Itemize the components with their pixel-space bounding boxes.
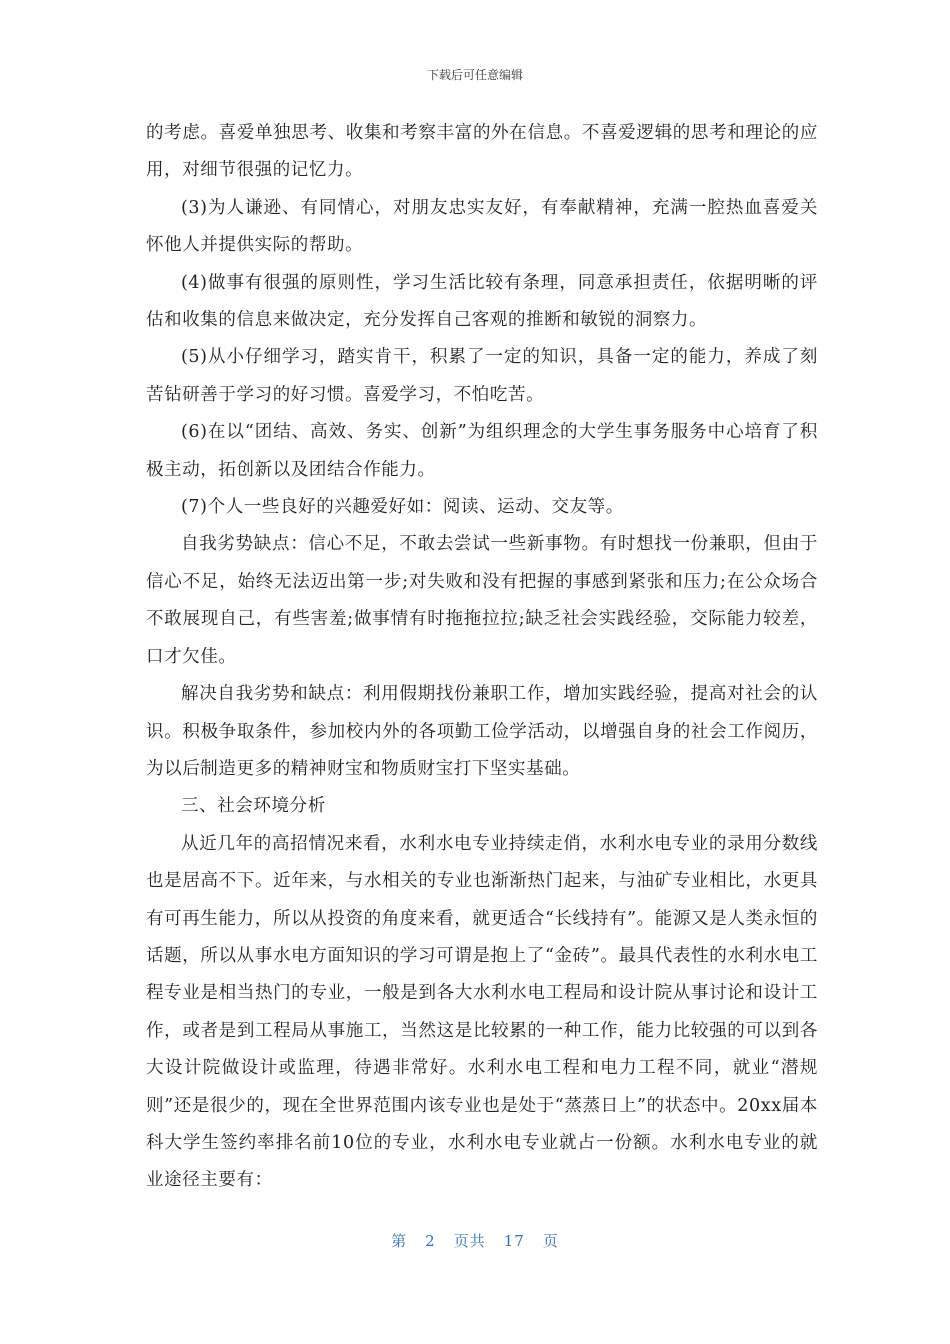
paragraph-item-4: (4)做事有很强的原则性，学习生活比较有条理，同意承担责任，依据明晰的评估和收集的信息来做决定，充分发挥自己客观的推断和敏锐的洞察力。 — [146, 272, 818, 331]
footer-page-end: 页 — [542, 1232, 559, 1250]
footer-page-number: 2 — [425, 1232, 436, 1250]
footer-total-pages: 17 — [503, 1232, 525, 1250]
paragraph-social-analysis: 从近几年的高招情况来看，水利水电专业持续走俏，水利水电专业的录用分数线也是居高不下。近年来，与水相关的专业也渐渐热门起来，与油矿专业相比，水更具有可再生能力，所以从投资的角度来看，就更适合“长线持有”。能源又是人类永恒的话题，所以从事水电方面知识的学习可谓是抱上了“金砖”。最具代表性的水利水电工程专业是相当热门的专业，一般是到各大水利水电工程局和设计院从事讨论和设计工作，或者是到工程局从事施工，当然这是比较累的一种工作，能力比较强的可以到各大设计院做设计或监理，待遇非常好。水利水电工程和电力工程不同，就业“潜规则”还是很少的，现在全世界范围内该专业也是处于“蒸蒸日上”的状态中。20xx届本科大学生签约率排名前10位的专业，水利水电专业就占一份额。水利水电专业的就业途径主要有： — [146, 833, 818, 1191]
paragraph-item-6: (6)在以“团结、高效、务实、创新”为组织理念的大学生事务服务中心培育了积极主动，拓创新以及团结合作能力。 — [146, 422, 818, 480]
paragraph-solutions: 解决自我劣势和缺点：利用假期找份兼职工作，增加实践经验，提高对社会的认识。积极争取条件，参加校内外的各项勤工俭学活动，以增强自身的社会工作阅历，为以后制造更多的精神财宝和物质财宝打下坚实基础。 — [146, 684, 818, 779]
paragraph-item-7: (7)个人一些良好的兴趣爱好如：阅读、运动、交友等。 — [181, 497, 624, 518]
page-footer — [0, 1230, 950, 1251]
paragraph-continuation: 的考虑。喜爱单独思考、收集和考察丰富的外在信息。不喜爱逻辑的思考和理论的应用，对细节很强的记忆力。 — [146, 123, 818, 181]
paragraph-weaknesses: 自我劣势缺点：信心不足，不敢去尝试一些新事物。有时想找一份兼职，但由于信心不足，始终无法迈出第一步;对失败和没有把握的事感到紧张和压力;在公众场合不敢展现自己，有些害羞;做事情有时拖拖拉拉;缺乏社会实践经验，交际能力较差，口才欠佳。 — [146, 534, 818, 667]
page-header: 下载后可任意编辑 — [426, 68, 523, 82]
footer-page-mid: 页共 — [453, 1232, 486, 1250]
footer-page-label: 第 — [391, 1232, 408, 1250]
document-body — [146, 115, 818, 1200]
paragraph-item-3: (3)为人谦逊、有同情心，对朋友忠实友好，有奉献精神，充满一腔热血喜爱关怀他人并提供实际的帮助。 — [146, 197, 818, 256]
paragraph-item-5: (5)从小仔细学习，踏实肯干，积累了一定的知识，具备一定的能力，养成了刻苦钻研善于学习的好习惯。喜爱学习，不怕吃苦。 — [146, 347, 818, 405]
section-heading-social-environment: 三、社会环境分析 — [181, 796, 326, 817]
